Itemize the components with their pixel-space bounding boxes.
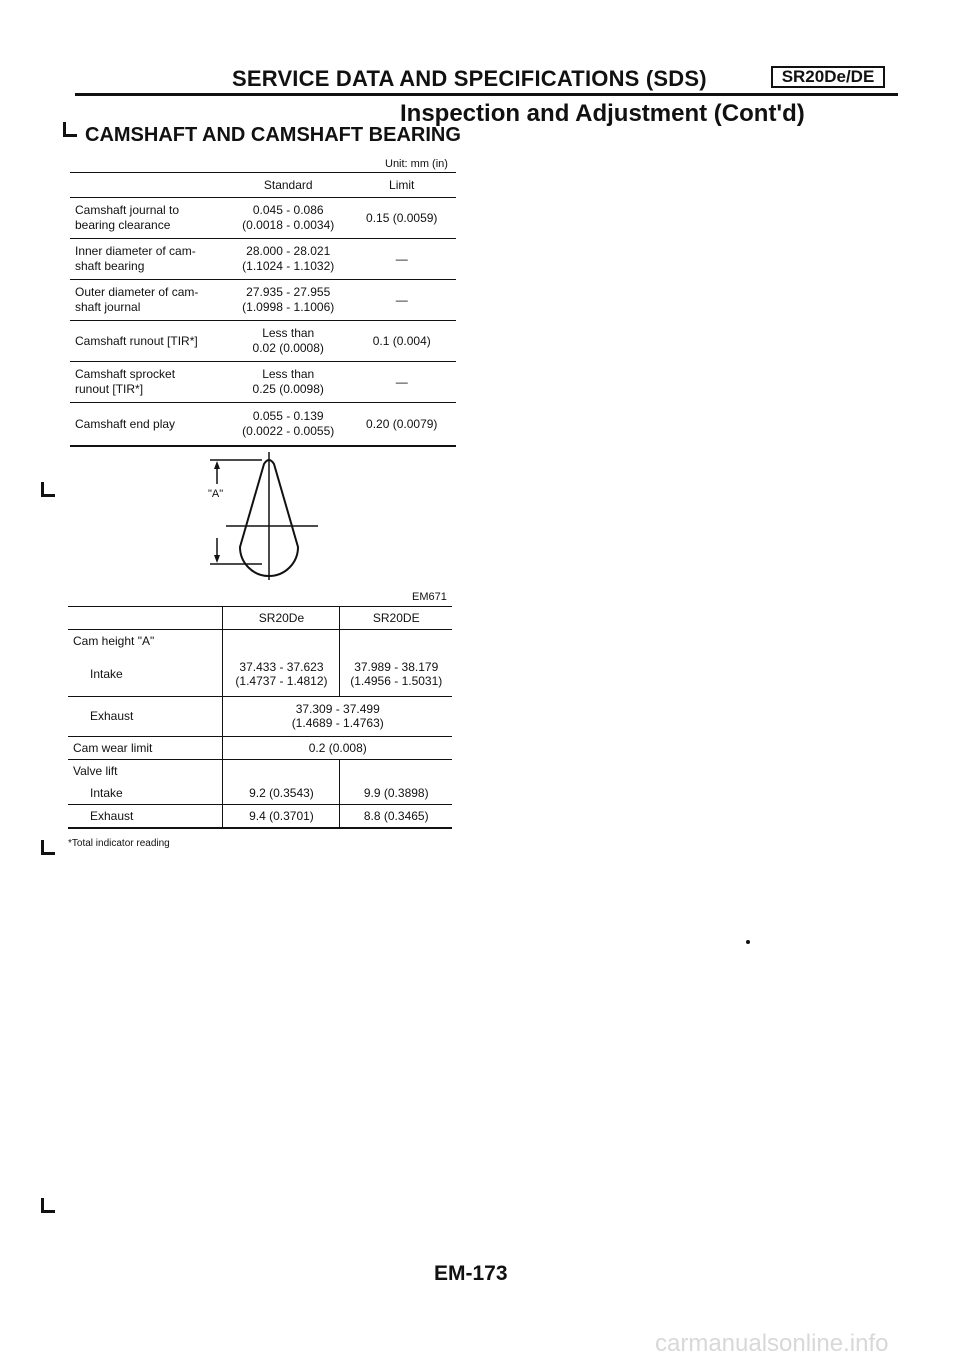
row-label: Exhaust	[90, 808, 134, 823]
header-rule	[75, 93, 898, 96]
row-label: Camshaft journal to	[75, 203, 180, 217]
table-rule	[70, 445, 456, 447]
stray-mark	[746, 940, 750, 944]
header-title: SERVICE DATA AND SPECIFICATIONS (SDS)	[232, 66, 707, 91]
table-row	[70, 321, 456, 361]
row-label: Valve lift	[73, 763, 118, 778]
exhaust-value: 37.309 - 37.499	[295, 702, 380, 716]
figure-code: EM671	[412, 591, 447, 603]
limit-value: —	[395, 374, 408, 389]
limit-value: 0.15 (0.0059)	[366, 210, 438, 225]
limit-value: —	[395, 251, 408, 266]
valve-lift-value: 8.8 (0.3465)	[340, 804, 452, 828]
row-label: Camshaft runout [TIR*]	[75, 333, 198, 348]
limit-value: —	[395, 292, 408, 307]
dimension-label: "A"	[208, 488, 224, 500]
page-number: EM-173	[434, 1262, 508, 1285]
table-header-row	[70, 173, 456, 197]
revision-mark-icon	[38, 480, 58, 500]
table-row	[68, 630, 452, 653]
row-label: Camshaft sprocket	[75, 367, 176, 381]
intake-value: 37.989 - 38.179	[354, 659, 439, 674]
intake-value: (1.4956 - 1.5031)	[350, 673, 443, 688]
table-row	[70, 403, 456, 445]
table-row	[68, 782, 452, 805]
wear-limit-value: 0.2 (0.008)	[223, 736, 452, 759]
limit-value: 0.1 (0.004)	[372, 333, 431, 348]
table-row	[68, 736, 452, 759]
revision-mark-icon	[38, 838, 58, 858]
column-header-sr20de: SR20DE	[340, 607, 452, 630]
limit-value: 0.20 (0.0079)	[366, 416, 438, 431]
unit-label: Unit: mm (in)	[385, 158, 448, 170]
row-label: Intake	[90, 666, 123, 681]
table-row	[68, 759, 452, 782]
row-label: Exhaust	[90, 709, 134, 723]
exhaust-value: (1.4689 - 1.4763)	[291, 716, 384, 730]
valve-lift-value: 9.2 (0.3543)	[223, 782, 340, 805]
row-label: runout [TIR*]	[75, 382, 144, 396]
row-label: bearing clearance	[75, 218, 171, 232]
table-header-row	[68, 607, 452, 630]
row-label: Cam height "A"	[73, 634, 155, 648]
table-row	[70, 198, 456, 238]
table-row	[70, 280, 456, 320]
row-label: Inner diameter of cam-	[75, 244, 196, 258]
watermark: carmanualsonline.info	[655, 1330, 889, 1357]
valve-lift-value: 9.4 (0.3701)	[223, 804, 340, 828]
standard-value: 0.055 - 0.139	[252, 409, 324, 423]
intake-value: (1.4737 - 1.4812)	[235, 673, 328, 688]
camshaft-spec-table	[70, 172, 456, 447]
row-label: Cam wear limit	[73, 740, 153, 755]
row-label: Camshaft end play	[75, 416, 176, 431]
table-row	[70, 239, 456, 279]
column-header-standard: Standard	[263, 177, 313, 192]
standard-value: 0.25 (0.0098)	[252, 382, 324, 396]
intake-value: 37.433 - 37.623	[239, 659, 324, 674]
table-row	[68, 804, 452, 828]
section-title: CAMSHAFT AND CAMSHAFT BEARING	[85, 124, 461, 146]
row-label: shaft journal	[75, 300, 141, 314]
standard-value: Less than	[262, 326, 315, 340]
revision-mark-icon	[38, 1196, 58, 1216]
standard-value: (0.0018 - 0.0034)	[242, 218, 335, 232]
cam-height-table	[68, 606, 452, 829]
standard-value: (0.0022 - 0.0055)	[242, 424, 335, 438]
standard-value: 28.000 - 28.021	[246, 244, 331, 258]
standard-value: 0.045 - 0.086	[252, 203, 324, 217]
cam-lobe-diagram	[200, 452, 330, 584]
standard-value: 27.935 - 27.955	[246, 285, 331, 299]
valve-lift-value: 9.9 (0.3898)	[340, 782, 452, 805]
table-row	[68, 696, 452, 736]
revision-mark-icon	[60, 120, 80, 140]
column-header-sr20de-lower: SR20De	[223, 607, 340, 630]
standard-value: Less than	[262, 367, 315, 381]
page-subtitle: Inspection and Adjustment (Cont'd)	[400, 100, 805, 127]
row-label: shaft bearing	[75, 259, 145, 273]
footnote: *Total indicator reading	[68, 838, 170, 849]
engine-badge: SR20De/DE	[771, 66, 885, 88]
standard-value: (1.1024 - 1.1032)	[242, 259, 335, 273]
row-label: Intake	[90, 785, 123, 800]
table-row	[70, 362, 456, 402]
standard-value: 0.02 (0.0008)	[252, 341, 324, 355]
row-label: Outer diameter of cam-	[75, 285, 199, 299]
table-row	[68, 652, 452, 696]
standard-value: (1.0998 - 1.1006)	[242, 300, 335, 314]
column-header-limit: Limit	[389, 177, 415, 192]
